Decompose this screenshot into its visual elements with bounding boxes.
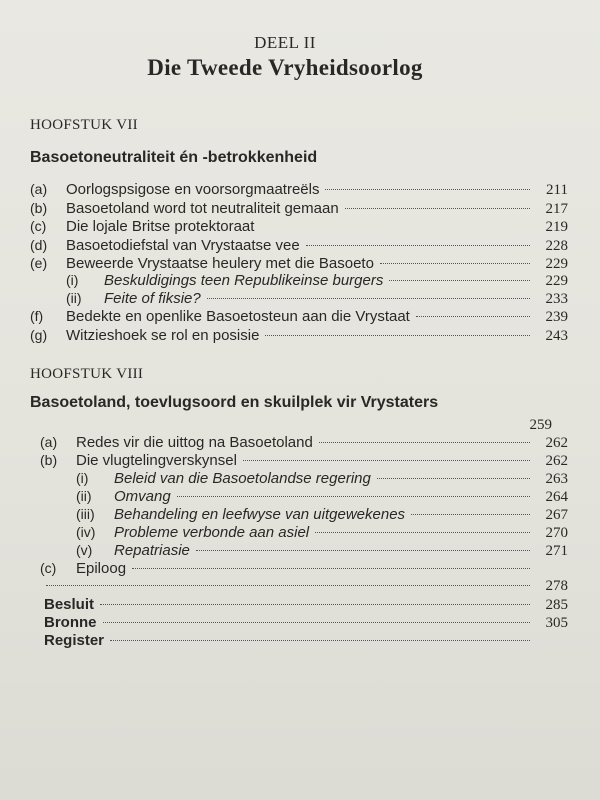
entry-title: Basoetoland word tot neutraliteit gemaan	[66, 200, 339, 217]
dot-leader	[243, 460, 530, 461]
toc-subentry	[76, 470, 568, 488]
entry-title: Die lojale Britse protektoraat	[66, 218, 255, 235]
entry-page: 259	[529, 417, 552, 433]
subentry-marker: (i)	[76, 470, 89, 486]
dot-leader	[389, 280, 530, 281]
dot-leader	[377, 478, 530, 479]
entry-page: 270	[545, 525, 568, 541]
entry-title: Witzieshoek se rol en posisie	[66, 327, 260, 344]
entry-page: 229	[545, 273, 568, 289]
entry-marker: (c)	[30, 218, 47, 234]
toc-backmatter	[44, 614, 568, 632]
entry-marker: (b)	[40, 452, 58, 468]
subentry-title: Omvang	[114, 488, 171, 505]
entry-page: 278	[545, 578, 568, 594]
dot-leader	[380, 263, 530, 264]
backmatter-title: Register	[44, 632, 105, 649]
toc-entry	[30, 181, 568, 199]
entry-title: Beweerde Vrystaatse heulery met die Basoeto	[66, 255, 374, 272]
toc-subentry	[76, 488, 568, 506]
toc-subentry	[76, 506, 568, 524]
entry-page: 262	[545, 435, 568, 451]
dot-leader	[416, 316, 530, 317]
toc-entry	[30, 200, 568, 218]
entry-page: 267	[545, 507, 568, 523]
entry-title: Oorlogspsigose en voorsorgmaatreëls	[66, 181, 320, 198]
entry-page: 229	[545, 256, 568, 272]
dot-leader	[207, 298, 530, 299]
chapter-8-title: Basoetoland, toevlugsoord en skuilplek vir Vrystaters	[30, 394, 439, 411]
toc-entry	[40, 452, 568, 470]
entry-page: 228	[545, 238, 568, 254]
subentry-title: Probleme verbonde aan asiel	[114, 524, 310, 541]
toc-entry	[40, 560, 568, 578]
part-label: DEEL II	[254, 33, 316, 52]
entry-page: 239	[545, 309, 568, 325]
subentry-marker: (v)	[76, 542, 93, 558]
entry-page: 305	[545, 615, 568, 631]
subentry-marker: (iii)	[76, 506, 95, 522]
subentry-marker: (iv)	[76, 524, 96, 540]
entry-page: 271	[545, 543, 568, 559]
entry-title: Bedekte en openlike Basoetosteun aan die Vrystaat	[66, 308, 410, 325]
dot-leader	[325, 189, 530, 190]
subentry-title: Beskuldigings teen Republikeinse burgers	[104, 272, 384, 289]
subentry-title: Behandeling en leefwyse van uitgewekenes	[114, 506, 406, 523]
dot-leader	[132, 568, 530, 569]
toc-page-only	[520, 417, 568, 435]
entry-page: 263	[545, 471, 568, 487]
entry-page: 211	[546, 182, 568, 198]
entry-title: Die vlugtelingverskynsel	[76, 452, 237, 469]
entry-title: Basoetodiefstal van Vrystaatse vee	[66, 237, 300, 254]
dot-leader	[196, 550, 530, 551]
toc-entry	[30, 327, 568, 345]
entry-page: 233	[545, 291, 568, 307]
chapter-8-label: HOOFSTUK VIII	[30, 366, 144, 382]
entry-marker: (g)	[30, 327, 48, 343]
toc-entry	[40, 434, 568, 452]
toc-subentry	[66, 290, 568, 308]
entry-marker: (d)	[30, 237, 48, 253]
entry-page: 217	[545, 201, 568, 217]
entry-page: 264	[545, 489, 568, 505]
toc-entry	[30, 255, 568, 273]
toc-subentry	[76, 524, 568, 542]
dot-leader	[103, 622, 531, 623]
chapter-7-title: Basoetoneutraliteit én -betrokkenheid	[30, 149, 318, 166]
toc-entry	[30, 237, 568, 255]
dot-leader	[100, 604, 530, 605]
entry-marker: (e)	[30, 255, 48, 271]
dot-leader	[315, 532, 530, 533]
subentry-marker: (ii)	[76, 488, 92, 504]
subentry-marker: (i)	[66, 272, 79, 288]
entry-marker: (f)	[30, 308, 44, 324]
dot-leader	[177, 496, 530, 497]
toc-backmatter	[44, 632, 568, 650]
part-title: Die Tweede Vryheidsoorlog	[147, 55, 423, 80]
entry-title: Redes vir die uittog na Basoetoland	[76, 434, 313, 451]
subentry-marker: (ii)	[66, 290, 82, 306]
subentry-title: Beleid van die Basoetolandse regering	[114, 470, 371, 487]
toc-entry	[30, 218, 568, 236]
chapter-7-label: HOOFSTUK VII	[30, 117, 138, 133]
entry-page: 262	[545, 453, 568, 469]
entry-marker: (c)	[40, 560, 57, 576]
backmatter-title: Bronne	[44, 614, 97, 631]
entry-marker: (a)	[40, 434, 58, 450]
subentry-title: Feite of fiksie?	[104, 290, 201, 307]
dot-leader	[306, 245, 530, 246]
toc-entry	[30, 308, 568, 326]
dot-leader	[265, 335, 530, 336]
toc-subentry	[76, 542, 568, 560]
entry-page: 219	[545, 219, 568, 235]
entry-marker: (a)	[30, 181, 48, 197]
backmatter-title: Besluit	[44, 596, 95, 613]
entry-title: Epiloog	[76, 560, 127, 577]
subentry-title: Repatriasie	[114, 542, 190, 559]
toc-backmatter	[44, 596, 568, 614]
entry-page: 243	[545, 328, 568, 344]
dot-leader	[319, 442, 530, 443]
dot-leader	[46, 585, 530, 586]
entry-page: 285	[545, 597, 568, 613]
toc-page-only	[40, 578, 568, 596]
dot-leader	[411, 514, 530, 515]
dot-leader	[345, 208, 530, 209]
entry-marker: (b)	[30, 200, 48, 216]
dot-leader	[110, 640, 530, 641]
toc-subentry	[66, 272, 568, 290]
